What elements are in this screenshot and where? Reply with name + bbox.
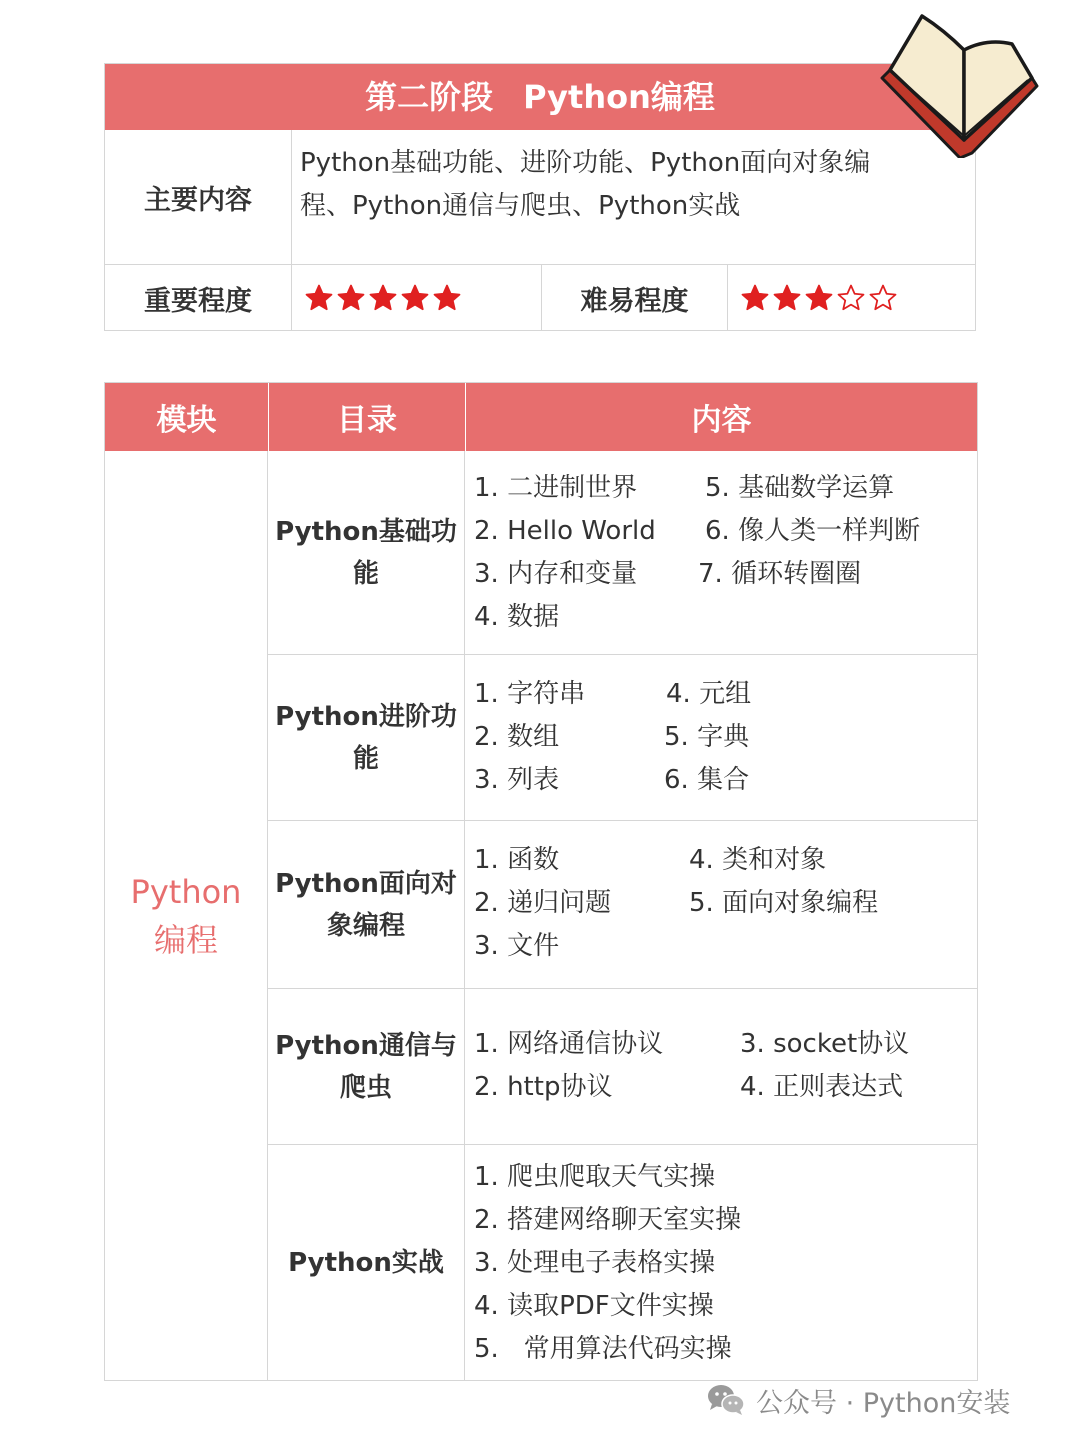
directory-line: 象编程 xyxy=(326,910,405,941)
main-content-label: 主要内容 xyxy=(144,184,252,216)
list-item: 2. Hello World xyxy=(474,516,656,546)
list-item: 5. 基础数学运算 xyxy=(705,473,895,503)
importance-label: 重要程度 xyxy=(144,285,252,317)
directory-line: 能 xyxy=(352,558,379,589)
list-item: 1. 二进制世界 xyxy=(474,473,638,503)
importance-label-cell xyxy=(105,265,292,331)
module-name-line: 编程 xyxy=(153,920,218,959)
content-header xyxy=(466,383,977,451)
list-item: 2. 搭建网络聊天室实操 xyxy=(474,1205,742,1235)
table-row xyxy=(268,1145,977,1380)
content-cell xyxy=(474,989,974,1144)
star-filled-icon xyxy=(368,283,398,313)
difficulty-label-cell xyxy=(542,265,728,331)
stage-title: Python编程 xyxy=(523,78,715,116)
list-item: 1. 字符串 xyxy=(474,679,586,709)
content-cell xyxy=(474,821,974,988)
difficulty-label: 难易程度 xyxy=(580,285,689,317)
list-item: 3. 文件 xyxy=(474,931,560,961)
directory-line: Python面向对 xyxy=(275,868,457,899)
star-empty-icon xyxy=(868,283,898,313)
star-filled-icon xyxy=(304,283,334,313)
list-item: 5. 字典 xyxy=(664,722,750,752)
star-filled-icon xyxy=(804,283,834,313)
content-cell xyxy=(474,451,974,654)
list-item: 5. 常用算法代码实操 xyxy=(474,1334,732,1364)
stage-header xyxy=(105,64,975,130)
wechat-icon xyxy=(706,1382,746,1418)
list-item: 3. socket协议 xyxy=(740,1029,910,1059)
table-row xyxy=(268,451,977,655)
list-item: 4. 数据 xyxy=(474,602,560,632)
directory-cell xyxy=(268,1145,465,1380)
content-cell xyxy=(474,1145,974,1380)
list-item: 4. 元组 xyxy=(666,679,752,709)
directory-header xyxy=(269,383,465,451)
list-item: 3. 处理电子表格实操 xyxy=(474,1248,716,1278)
star-empty-icon xyxy=(836,283,866,313)
list-item: 3. 内存和变量 xyxy=(474,559,638,589)
module-name-line: Python xyxy=(130,872,242,911)
watermark xyxy=(706,1378,1010,1422)
list-item: 5. 面向对象编程 xyxy=(689,888,879,918)
directory-cell xyxy=(268,821,465,988)
directory-line: Python基础功 xyxy=(275,516,457,547)
importance-rating xyxy=(292,265,542,331)
list-item: 2. http协议 xyxy=(474,1072,613,1102)
list-item: 4. 读取PDF文件实操 xyxy=(474,1291,714,1321)
curriculum-table xyxy=(104,382,978,1381)
difficulty-rating xyxy=(728,265,975,331)
directory-header-label: 目录 xyxy=(337,403,397,438)
list-item: 6. 集合 xyxy=(664,765,750,795)
table-row xyxy=(268,655,977,821)
star-filled-icon xyxy=(772,283,802,313)
table-row xyxy=(268,989,977,1145)
list-item: 1. 函数 xyxy=(474,845,560,875)
directory-line: Python通信与 xyxy=(275,1030,457,1061)
directory-line: 能 xyxy=(352,743,379,774)
main-content-line: 程、Python通信与爬虫、Python实战 xyxy=(300,191,741,221)
star-filled-icon xyxy=(336,283,366,313)
open-book-icon xyxy=(872,8,1042,158)
directory-line: Python进阶功 xyxy=(275,701,457,732)
star-filled-icon xyxy=(432,283,462,313)
main-content-line: Python基础功能、进阶功能、Python面向对象编 xyxy=(300,148,871,178)
watermark-text: 公众号 · Python安装 xyxy=(756,1387,1011,1419)
module-header-label: 模块 xyxy=(156,403,217,438)
list-item: 3. 列表 xyxy=(474,765,560,795)
directory-cell xyxy=(268,655,465,820)
list-item: 4. 类和对象 xyxy=(689,845,827,875)
star-filled-icon xyxy=(400,283,430,313)
list-item: 2. 递归问题 xyxy=(474,888,612,918)
module-cell xyxy=(105,451,268,1380)
directory-line: 爬虫 xyxy=(339,1072,392,1103)
stage-label: 第二阶段 xyxy=(365,78,494,116)
directory-cell xyxy=(268,451,465,654)
content-cell xyxy=(474,655,974,820)
list-item: 4. 正则表达式 xyxy=(740,1072,904,1102)
list-item: 2. 数组 xyxy=(474,722,560,752)
star-filled-icon xyxy=(740,283,770,313)
directory-cell xyxy=(268,989,465,1144)
directory-line: Python实战 xyxy=(288,1247,444,1278)
table-row xyxy=(268,821,977,989)
list-item: 1. 网络通信协议 xyxy=(474,1029,664,1059)
module-header xyxy=(105,383,268,451)
list-item: 1. 爬虫爬取天气实操 xyxy=(474,1162,716,1192)
main-content-label-cell xyxy=(105,130,292,265)
content-header-label: 内容 xyxy=(691,403,752,438)
list-item: 6. 像人类一样判断 xyxy=(705,516,921,546)
summary-table xyxy=(104,63,976,331)
list-item: 7. 循环转圈圈 xyxy=(698,559,862,589)
